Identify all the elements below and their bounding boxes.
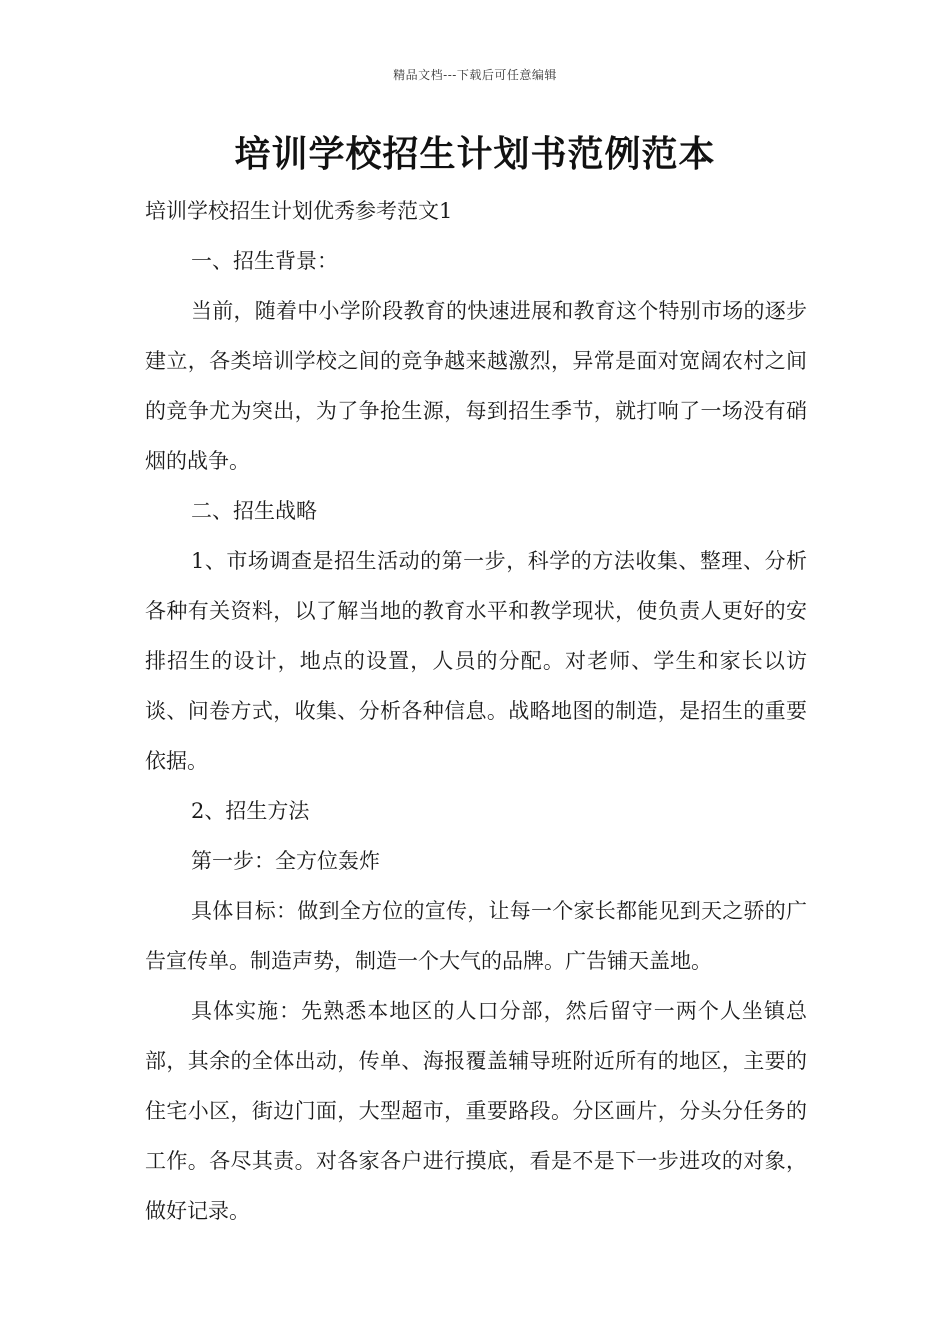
header-note: 精品文档---下载后可任意编辑 [393, 68, 557, 82]
document-body [145, 186, 807, 1236]
document-title: 培训学校招生计划书范例范本 [234, 133, 716, 175]
body-paragraph: 当前，随着中小学阶段教育的快速进展和教育这个特别市场的逐步建立，各类培训学校之间的竞争越来越激烈，异常是面对宽阔农村之间的竞争尤为突出，为了争抢生源，每到招生季节，就打响了一场没有硝烟的战争。 [145, 299, 807, 473]
body-paragraph: 1、市场调查是招生活动的第一步，科学的方法收集、整理、分析各种有关资料，以了解当地的教育水平和教学现状，使负责人更好的安排招生的设计，地点的设置，人员的分配。对老师、学生和家长以访谈、问卷方式，收集、分析各种信息。战略地图的制造，是招生的重要依据。 [145, 549, 807, 773]
section-heading-strategy: 二、招生战略 [191, 499, 317, 523]
body-paragraph: 具体目标：做到全方位的宣传，让每一个家长都能见到天之骄的广告宣传单。制造声势，制造一个大气的品牌。广告铺天盖地。 [145, 899, 807, 973]
section-heading-background: 一、招生背景： [191, 249, 338, 273]
step-heading: 第一步：全方位轰炸 [191, 849, 380, 873]
body-paragraph: 具体实施：先熟悉本地区的人口分部，然后留守一两个人坐镇总部，其余的全体出动，传单、海报覆盖辅导班附近所有的地区，主要的住宅小区，街边门面，大型超市，重要路段。分区画片，分头分任务的工作。各尽其责。对各家各户进行摸底，看是不是下一步进攻的对象，做好记录。 [145, 999, 807, 1223]
subsection-heading-methods: 2、招生方法 [191, 799, 310, 823]
subtitle-paragraph: 培训学校招生计划优秀参考范文1 [145, 199, 453, 223]
